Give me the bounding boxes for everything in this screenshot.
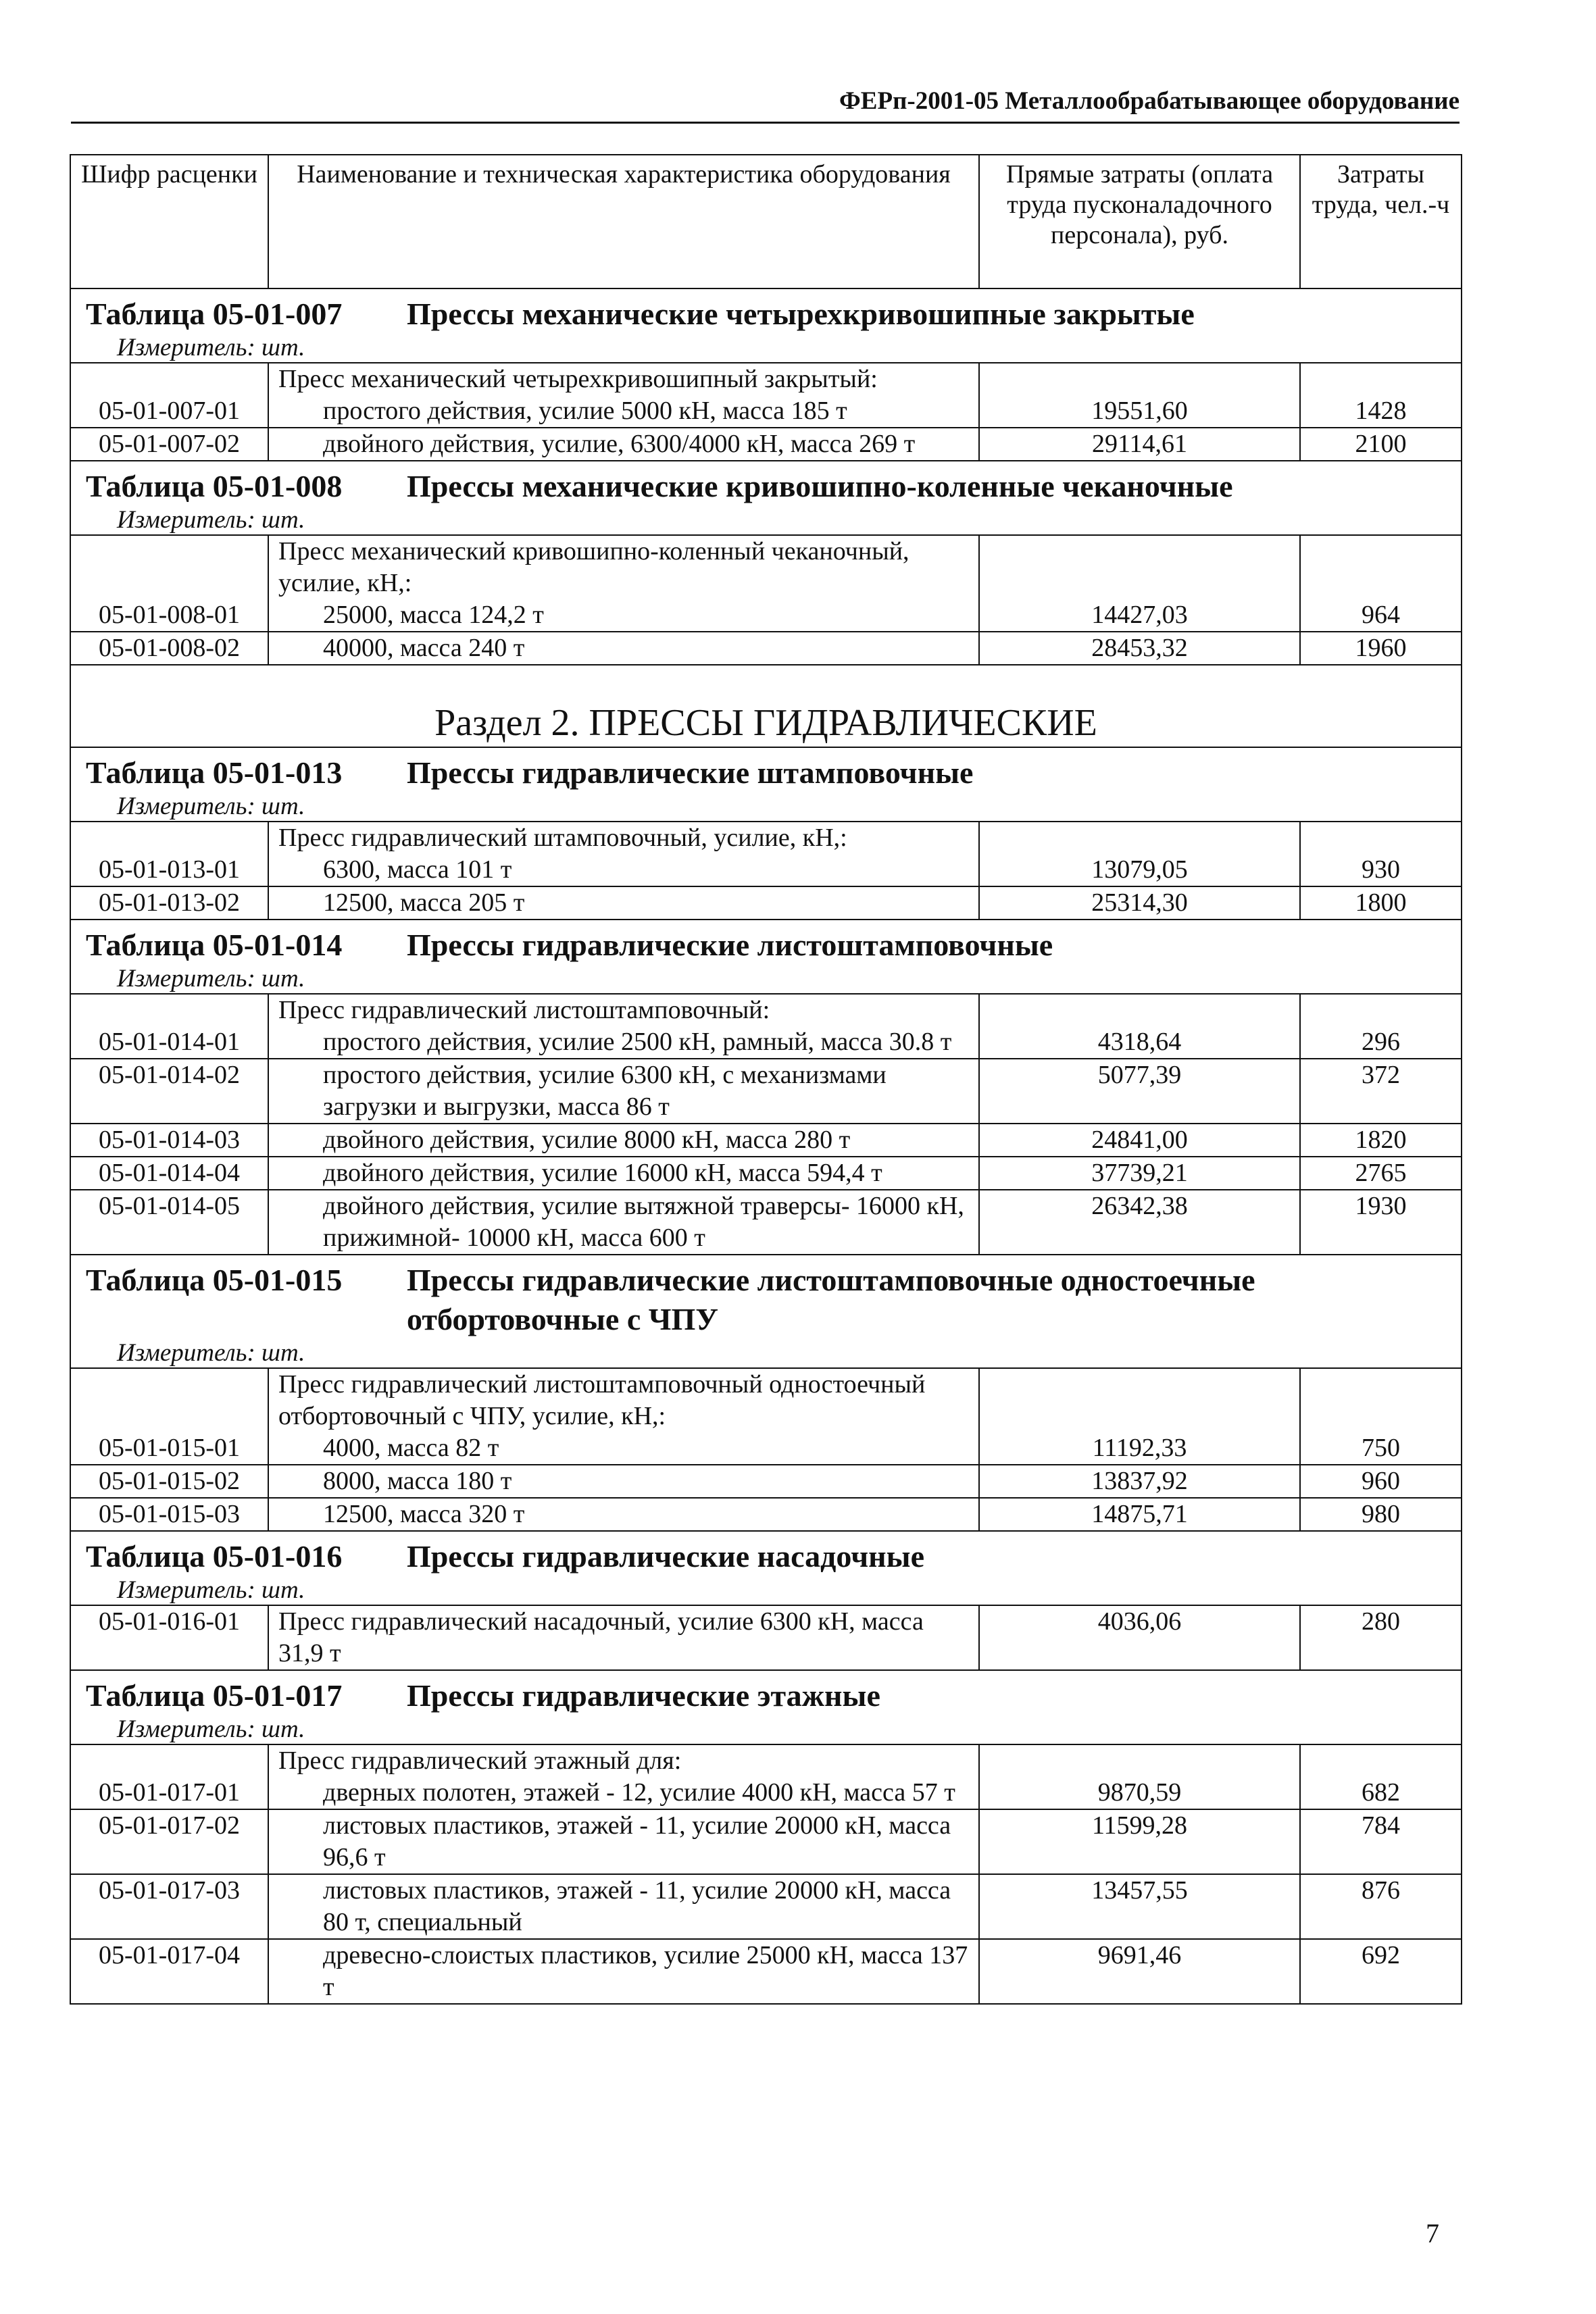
- equipment-name-cell: [268, 1939, 979, 2004]
- group-label: Пресс механический четырехкривошипный закрытый:: [278, 365, 878, 393]
- labor-hours: 1820: [1300, 1124, 1462, 1157]
- table-row: [70, 1498, 1462, 1531]
- rate-code: 05-01-014-05: [70, 1190, 268, 1255]
- page-number: 7: [1426, 2218, 1439, 2248]
- table-row: [70, 1124, 1462, 1157]
- labor-hours: 960: [1300, 1465, 1462, 1498]
- table-row: [70, 1368, 1462, 1465]
- labor-hours: 2765: [1300, 1157, 1462, 1190]
- labor-hours: 372: [1300, 1059, 1462, 1124]
- equipment-name: простого действия, усилие 6300 кН, с механизмами загрузки и выгрузки, масса 86 т: [323, 1061, 887, 1121]
- labor-hours: 964: [1300, 535, 1462, 632]
- equipment-name-cell: [268, 1744, 979, 1809]
- table-row: [70, 535, 1462, 632]
- table-title-row: [70, 1255, 1462, 1339]
- direct-cost: 9870,59: [979, 1744, 1300, 1809]
- equipment-name: 12500, масса 320 т: [323, 1500, 525, 1528]
- table-row: [70, 994, 1462, 1059]
- table-row: [70, 363, 1462, 428]
- rate-code: 05-01-015-01: [70, 1368, 268, 1465]
- table-row: [70, 1809, 1462, 1874]
- equipment-name: дверных полотен, этажей - 12, усилие 4000 кН, масса 57 т: [323, 1778, 955, 1807]
- equipment-name-cell: [268, 994, 979, 1059]
- group-label: Пресс гидравлический штамповочный, усилие, кН,:: [278, 824, 847, 852]
- table-row: [70, 1874, 1462, 1939]
- equipment-name-cell: [268, 1124, 979, 1157]
- labor-hours: 682: [1300, 1744, 1462, 1809]
- equipment-name-cell: [268, 886, 979, 920]
- rate-code: 05-01-017-02: [70, 1809, 268, 1874]
- table-number: Таблица 05-01-015: [86, 1263, 343, 1297]
- equipment-name-cell: [268, 428, 979, 461]
- table-title-cell: [70, 461, 1462, 506]
- table-number: Таблица 05-01-008: [86, 469, 343, 503]
- unit-label: Измеритель: шт.: [70, 334, 1462, 363]
- unit-label: Измеритель: шт.: [70, 965, 1462, 994]
- document-title: ФЕРп-2001-05 Металлообрабатывающее оборудование: [839, 87, 1460, 115]
- table-row: [70, 1605, 1462, 1670]
- direct-cost: 19551,60: [979, 363, 1300, 428]
- table-title-cell: [70, 1670, 1462, 1715]
- table-title-row: [70, 288, 1462, 334]
- table-number: Таблица 05-01-014: [86, 928, 343, 962]
- labor-hours: 930: [1300, 822, 1462, 886]
- group-label: Пресс гидравлический листоштамповочный:: [278, 996, 770, 1024]
- rate-code: 05-01-015-02: [70, 1465, 268, 1498]
- page-header: [71, 86, 1460, 124]
- equipment-name-cell: [268, 1809, 979, 1874]
- equipment-name-cell: [268, 1874, 979, 1939]
- section-row: [70, 665, 1462, 747]
- equipment-name-cell: [268, 1605, 979, 1670]
- price-table: [70, 154, 1462, 2005]
- equipment-name-cell: [268, 363, 979, 428]
- direct-cost: 11192,33: [979, 1368, 1300, 1465]
- labor-hours: 980: [1300, 1498, 1462, 1531]
- unit-row: [70, 334, 1462, 363]
- rate-code: 05-01-014-02: [70, 1059, 268, 1124]
- rate-code: 05-01-017-01: [70, 1744, 268, 1809]
- equipment-name-cell: [268, 1368, 979, 1465]
- table-title: Прессы гидравлические этажные: [407, 1678, 880, 1713]
- unit-row: [70, 965, 1462, 994]
- table-row: [70, 1190, 1462, 1255]
- labor-hours: 296: [1300, 994, 1462, 1059]
- rate-code: 05-01-017-04: [70, 1939, 268, 2004]
- equipment-name: 12500, масса 205 т: [323, 888, 525, 917]
- table-title-row: [70, 920, 1462, 965]
- equipment-name: 8000, масса 180 т: [323, 1467, 512, 1495]
- equipment-name-cell: [268, 1190, 979, 1255]
- direct-cost: 11599,28: [979, 1809, 1300, 1874]
- table-row: [70, 1157, 1462, 1190]
- direct-cost: 37739,21: [979, 1157, 1300, 1190]
- table-title: Прессы механические кривошипно-коленные чеканочные: [407, 469, 1233, 503]
- equipment-name-cell: [268, 535, 979, 632]
- equipment-name-cell: [268, 1465, 979, 1498]
- table-title-cell: [70, 288, 1462, 334]
- table-row: [70, 1744, 1462, 1809]
- table-header-row: [70, 155, 1462, 288]
- labor-hours: 1800: [1300, 886, 1462, 920]
- labor-hours: 784: [1300, 1809, 1462, 1874]
- unit-row: [70, 1576, 1462, 1605]
- equipment-name: листовых пластиков, этажей - 11, усилие 20000 кН, масса 80 т, специальный: [323, 1876, 951, 1936]
- table-title: Прессы механические четырехкривошипные закрытые: [407, 297, 1195, 331]
- rate-code: 05-01-008-02: [70, 632, 268, 665]
- equipment-name: простого действия, усилие 2500 кН, рамный, масса 30.8 т: [323, 1028, 952, 1056]
- table-body: [70, 288, 1462, 2004]
- direct-cost: 14875,71: [979, 1498, 1300, 1531]
- rate-code: 05-01-014-03: [70, 1124, 268, 1157]
- equipment-name: листовых пластиков, этажей - 11, усилие 20000 кН, масса 96,6 т: [323, 1811, 951, 1871]
- rate-code: 05-01-008-01: [70, 535, 268, 632]
- table-row: [70, 632, 1462, 665]
- group-label: Пресс гидравлический этажный для:: [278, 1746, 682, 1775]
- labor-hours: 692: [1300, 1939, 1462, 2004]
- equipment-name: двойного действия, усилие, 6300/4000 кН, масса 269 т: [323, 430, 916, 458]
- table-title-row: [70, 747, 1462, 793]
- table-row: [70, 428, 1462, 461]
- rate-code: 05-01-007-02: [70, 428, 268, 461]
- table-number: Таблица 05-01-017: [86, 1678, 343, 1713]
- rate-code: 05-01-013-01: [70, 822, 268, 886]
- unit-row: [70, 793, 1462, 822]
- column-header-name: Наименование и техническая характеристика оборудования: [268, 155, 979, 288]
- direct-cost: 13837,92: [979, 1465, 1300, 1498]
- table-number: Таблица 05-01-016: [86, 1539, 343, 1574]
- column-header-cost: Прямые затраты (оплата труда пусконаладочного персонала), руб.: [979, 155, 1300, 288]
- direct-cost: 13457,55: [979, 1874, 1300, 1939]
- equipment-name-cell: [268, 1059, 979, 1124]
- table-title-cell: [70, 1531, 1462, 1576]
- equipment-name: двойного действия, усилие 16000 кН, масса 594,4 т: [323, 1159, 882, 1187]
- table-title: Прессы гидравлические насадочные: [407, 1539, 924, 1574]
- rate-code: 05-01-007-01: [70, 363, 268, 428]
- direct-cost: 24841,00: [979, 1124, 1300, 1157]
- labor-hours: 1930: [1300, 1190, 1462, 1255]
- equipment-name-cell: [268, 1498, 979, 1531]
- direct-cost: 13079,05: [979, 822, 1300, 886]
- equipment-name: простого действия, усилие 5000 кН, масса 185 т: [323, 397, 847, 425]
- table-number: Таблица 05-01-013: [86, 755, 343, 790]
- equipment-name: двойного действия, усилие вытяжной траверсы- 16000 кН, прижимной- 10000 кН, масса 600 т: [323, 1192, 964, 1252]
- unit-row: [70, 1339, 1462, 1368]
- table-title-cell: [70, 747, 1462, 793]
- table-number: Таблица 05-01-007: [86, 297, 343, 331]
- labor-hours: 1960: [1300, 632, 1462, 665]
- rate-code: 05-01-014-04: [70, 1157, 268, 1190]
- equipment-name-cell: [268, 1157, 979, 1190]
- equipment-name-cell: [268, 822, 979, 886]
- rate-code: 05-01-013-02: [70, 886, 268, 920]
- equipment-name: 40000, масса 240 т: [323, 634, 525, 662]
- rate-code: 05-01-014-01: [70, 994, 268, 1059]
- section-heading: Раздел 2. ПРЕССЫ ГИДРАВЛИЧЕСКИЕ: [70, 665, 1462, 747]
- table-row: [70, 1939, 1462, 2004]
- equipment-name: древесно-слоистых пластиков, усилие 25000 кН, масса 137 т: [323, 1941, 968, 2001]
- table-title-row: [70, 1670, 1462, 1715]
- equipment-name: 25000, масса 124,2 т: [323, 601, 544, 629]
- unit-row: [70, 506, 1462, 535]
- table-row: [70, 822, 1462, 886]
- unit-label: Измеритель: шт.: [70, 1339, 1462, 1368]
- table-title-row: [70, 1531, 1462, 1576]
- equipment-name-cell: [268, 632, 979, 665]
- direct-cost: 5077,39: [979, 1059, 1300, 1124]
- labor-hours: 750: [1300, 1368, 1462, 1465]
- table-title-row: [70, 461, 1462, 506]
- unit-row: [70, 1715, 1462, 1744]
- column-header-labor: Затраты труда, чел.-ч: [1300, 155, 1462, 288]
- equipment-name: 4000, масса 82 т: [323, 1434, 499, 1462]
- direct-cost: 9691,46: [979, 1939, 1300, 2004]
- table-row: [70, 1059, 1462, 1124]
- group-label: Пресс механический кривошипно-коленный чеканочный, усилие, кН,:: [278, 537, 909, 597]
- rate-code: 05-01-015-03: [70, 1498, 268, 1531]
- direct-cost: 4036,06: [979, 1605, 1300, 1670]
- unit-label: Измеритель: шт.: [70, 1715, 1462, 1744]
- labor-hours: 1428: [1300, 363, 1462, 428]
- table-title-cell: [70, 1255, 1462, 1339]
- table-title: Прессы гидравлические штамповочные: [407, 755, 974, 790]
- table-title: Прессы гидравлические листоштамповочные одностоечные отбортовочные с ЧПУ: [407, 1263, 1255, 1336]
- equipment-name: двойного действия, усилие 8000 кН, масса 280 т: [323, 1126, 851, 1154]
- direct-cost: 14427,03: [979, 535, 1300, 632]
- table-title: Прессы гидравлические листоштамповочные: [407, 928, 1053, 962]
- labor-hours: 2100: [1300, 428, 1462, 461]
- table-row: [70, 886, 1462, 920]
- unit-label: Измеритель: шт.: [70, 793, 1462, 822]
- direct-cost: 4318,64: [979, 994, 1300, 1059]
- unit-label: Измеритель: шт.: [70, 506, 1462, 535]
- rate-code: 05-01-017-03: [70, 1874, 268, 1939]
- table-row: [70, 1465, 1462, 1498]
- table-title-cell: [70, 920, 1462, 965]
- direct-cost: 25314,30: [979, 886, 1300, 920]
- direct-cost: 29114,61: [979, 428, 1300, 461]
- equipment-name: Пресс гидравлический насадочный, усилие 6300 кН, масса 31,9 т: [278, 1607, 924, 1667]
- rate-code: 05-01-016-01: [70, 1605, 268, 1670]
- equipment-name: 6300, масса 101 т: [323, 855, 512, 884]
- unit-label: Измеритель: шт.: [70, 1576, 1462, 1605]
- group-label: Пресс гидравлический листоштамповочный одностоечный отбортовочный с ЧПУ, усилие, кН,:: [278, 1370, 926, 1430]
- labor-hours: 280: [1300, 1605, 1462, 1670]
- direct-cost: 28453,32: [979, 632, 1300, 665]
- labor-hours: 876: [1300, 1874, 1462, 1939]
- column-header-code: Шифр расценки: [70, 155, 268, 288]
- direct-cost: 26342,38: [979, 1190, 1300, 1255]
